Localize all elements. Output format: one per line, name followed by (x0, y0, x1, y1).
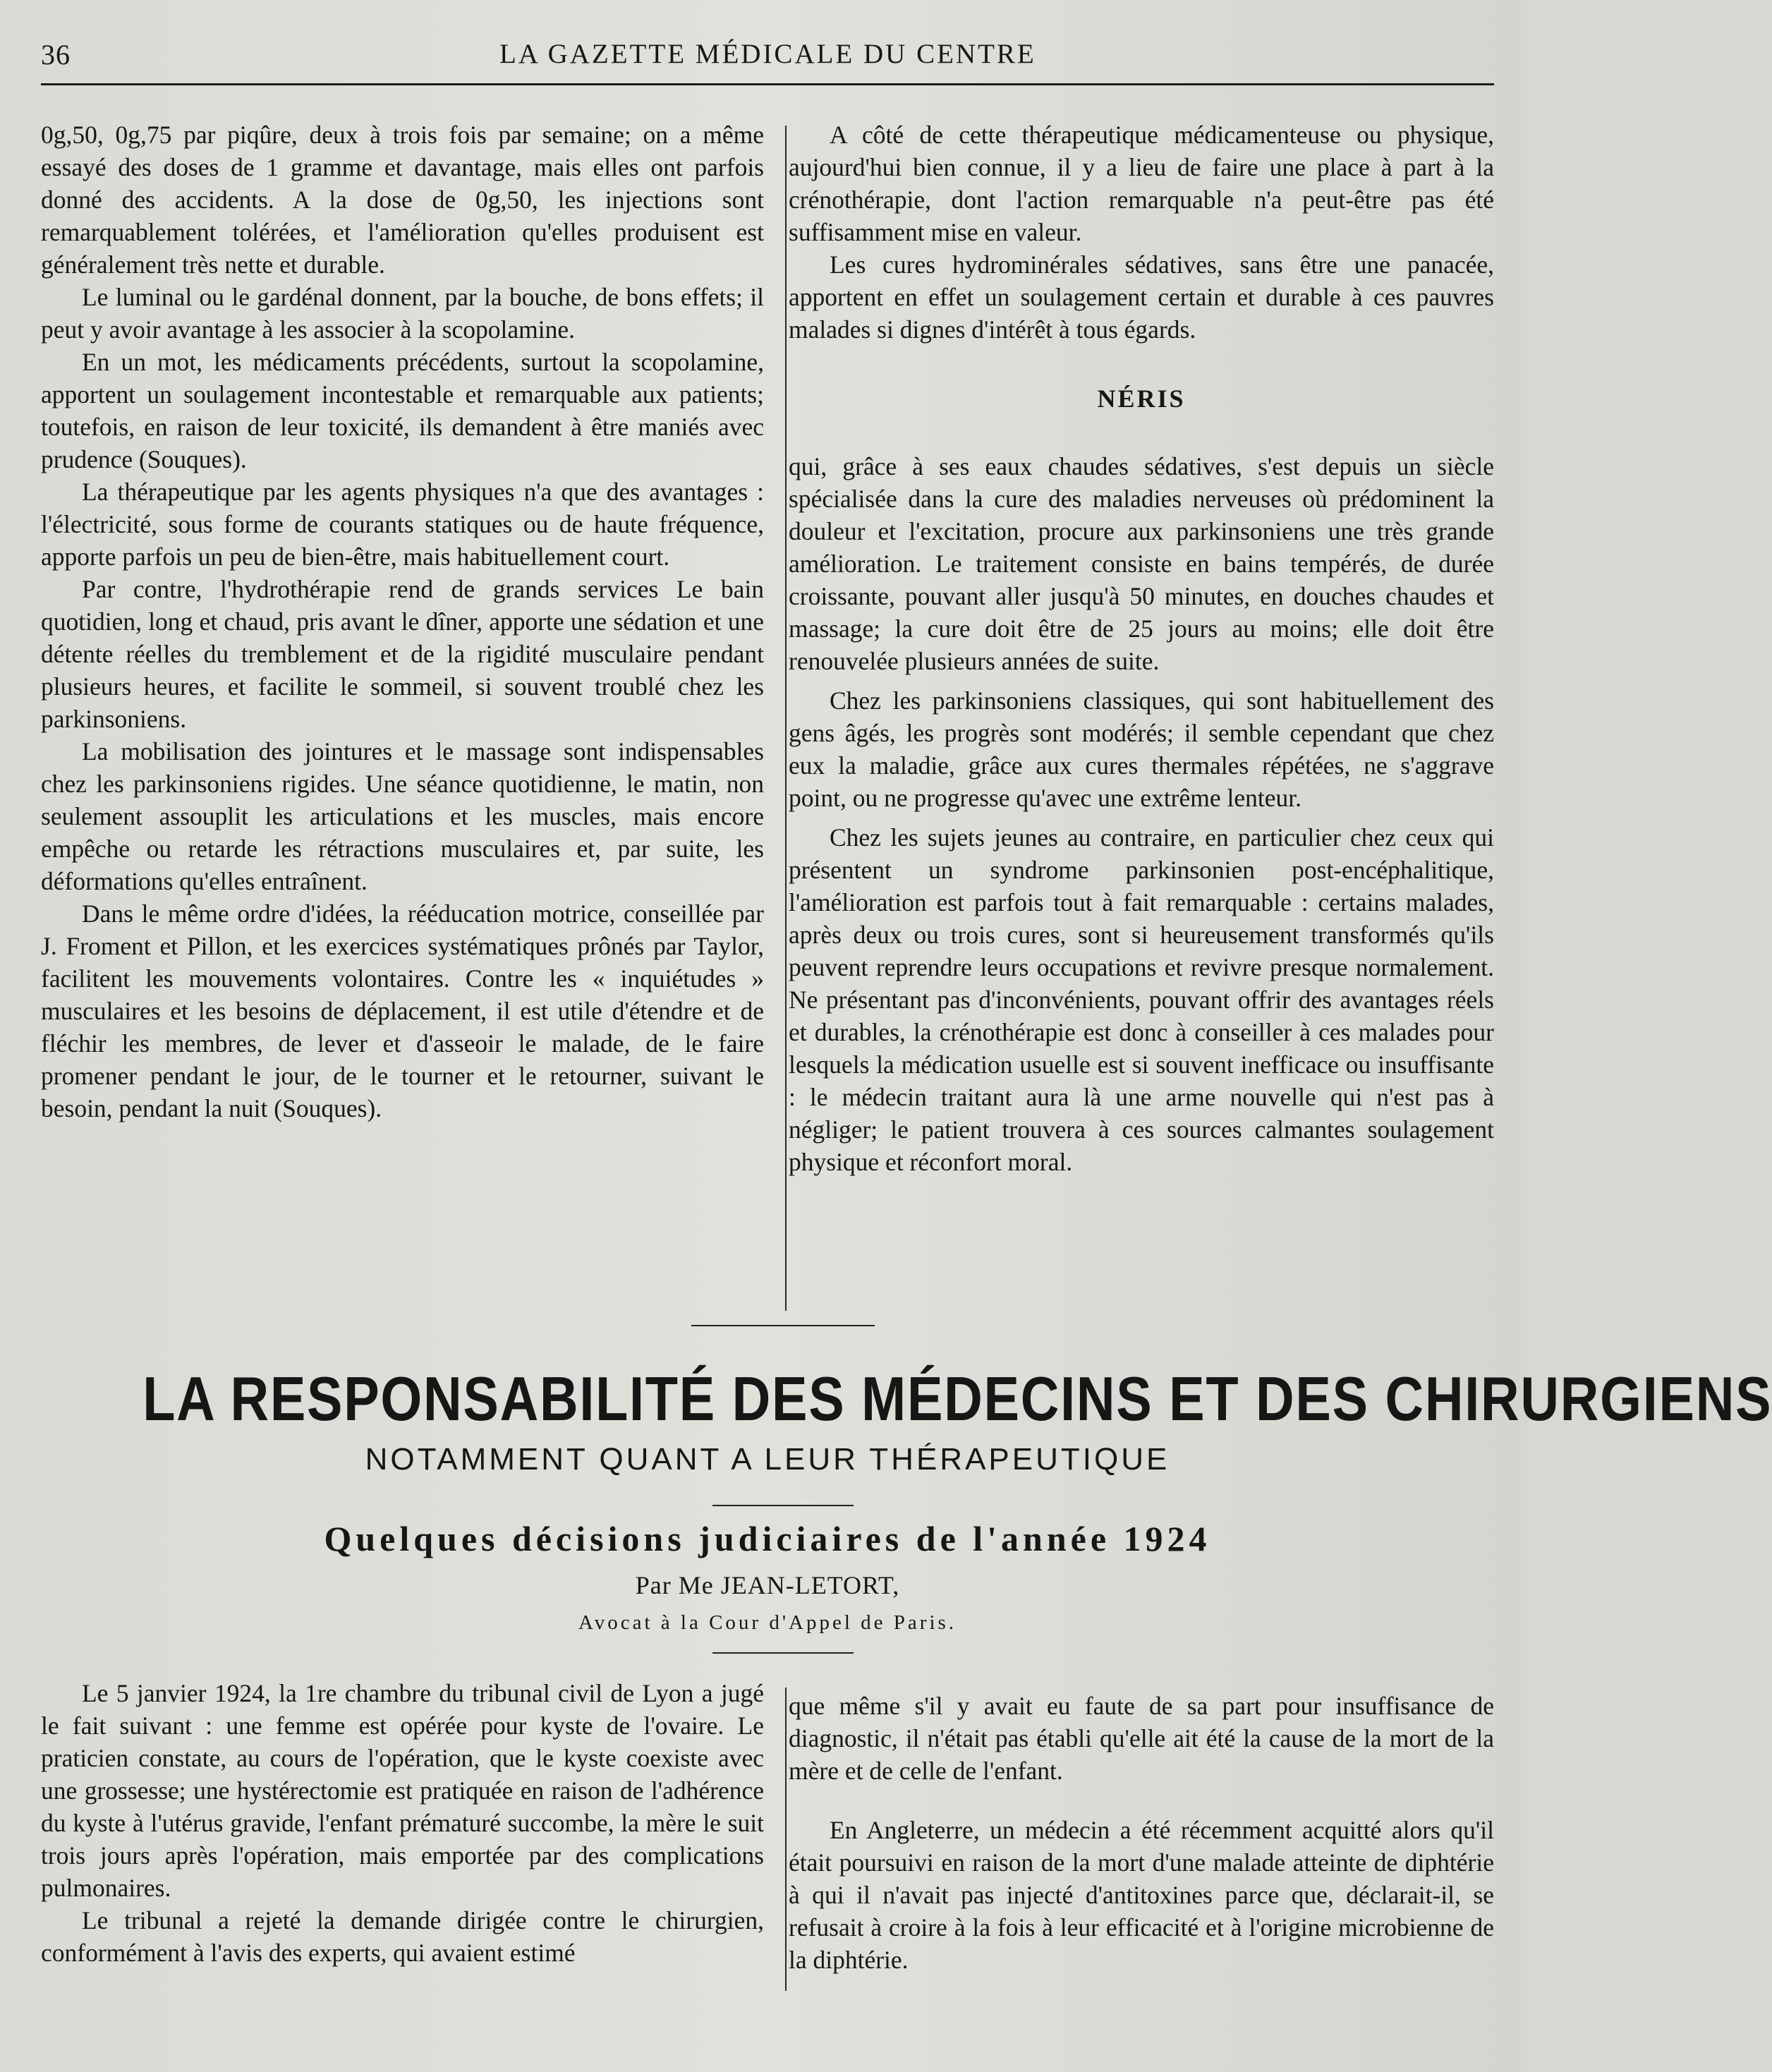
paragraph: Les cures hydrominérales sédatives, sans être une panacée, apportent en effet un soulagement certain et durable à ces pauvres malades si dignes d'intérêt à tous égards. (789, 250, 1494, 344)
header-rule (41, 83, 1494, 85)
right-column-bottom (789, 1690, 1494, 1976)
column-divider (785, 126, 787, 1311)
paragraph: Le tribunal a rejeté la demande dirigée contre le chirurgien, conformément à l'avis des experts, qui avaient estimé (41, 1906, 764, 1967)
author-affiliation: Avocat à la Cour d'Appel de Paris. (578, 1611, 957, 1634)
paragraph: Par contre, l'hydrothérapie rend de grands services Le bain quotidien, long et chaud, pris avant le dîner, apporte une sédation et une détente réelles du tremblement et de la rigidité musculaire pendant plusieurs heures, et facilite le sommeil, si souvent troublé chez les parkinsoniens. (41, 575, 764, 733)
article-byline: Par Me JEAN-LETORT, (635, 1571, 900, 1599)
journal-title: LA GAZETTE MÉDICALE DU CENTRE (499, 39, 1036, 69)
article-subtitle: NOTAMMENT QUANT A LEUR THÉRAPEUTIQUE (365, 1442, 1170, 1477)
paragraph: 0g,50, 0g,75 par piqûre, deux à trois fois par semaine; on a même essayé des doses de 1 gramme et davantage, mais elles ont parfois donné des accidents. A la dose de 0g,50, les injections sont remarquablement tolérées, et l'amélioration qu'elles produisent est généralement très nette et durable. (41, 121, 764, 279)
paragraph: A côté de cette thérapeutique médicamenteuse ou physique, aujourd'hui bien connue, il y a lieu de faire une place à part à la crénothérapie, dont l'action remarquable n'a peut-être pas été suffisamment mise en valeur. (789, 121, 1494, 246)
article-title: LA RESPONSABILITÉ DES MÉDECINS ET DES CHIRURGIENS (142, 1364, 1772, 1434)
paragraph: Le luminal ou le gardénal donnent, par la bouche, de bons effets; il peut y avoir avantage à les associer à la scopolamine. (41, 283, 764, 344)
right-column-top (789, 119, 1494, 1178)
paragraph: Chez les sujets jeunes au contraire, en particulier chez ceux qui présentent un syndrome parkinsonien post-encéphalitique, l'amélioration est parfois tout à fait remarquable : certains malades, après deux ou trois cures, sont si heureusement transformés qu'ils peuvent reprendre leurs occupations et revivre presque normalement. Ne présentant pas d'inconvénients, pouvant offrir des avantages réels et durables, la crénothérapie est donc à conseiller à ces malades pour lesquels la médication usuelle est si souvent inefficace ou insuffisante : le médecin traitant aura là une arme nouvelle qui n'est pas à négliger; le patient trouvera à ces sources calmantes soulagement physique et réconfort moral. (789, 823, 1494, 1176)
separator-rule (691, 1325, 875, 1326)
page-number: 36 (41, 39, 71, 71)
left-column-top (41, 119, 764, 1125)
paragraph: Chez les parkinsoniens classiques, qui sont habituellement des gens âgés, les progrès sont modérés; il semble cependant que chez eux la maladie, grâce aux cures thermales répétées, ne s'aggrave point, ou ne progresse qu'avec une extrême lenteur. (789, 686, 1494, 812)
article-section-heading: Quelques décisions judiciaires de l'année 1924 (324, 1519, 1211, 1558)
left-column-bottom (41, 1677, 764, 1969)
paragraph: En un mot, les médicaments précédents, surtout la scopolamine, apportent un soulagement incontestable et remarquable aux patients; toutefois, en raison de leur toxicité, ils demandent à être maniés avec prudence (Souques). (41, 348, 764, 473)
paragraph: La thérapeutique par les agents physiques n'a que des avantages : l'électricité, sous forme de courants statiques ou de haute fréquence, apporte parfois un peu de bien-être, mais habituellement court. (41, 478, 764, 571)
paragraph: En Angleterre, un médecin a été récemment acquitté alors qu'il était poursuivi en raison de la mort d'une malade atteinte de diphtérie à qui il n'avait pas injecté d'antitoxines parce que, déclarait-il, se refusait à croire à la fois à leur efficacité et à l'origine microbienne de la diphtérie. (789, 1816, 1494, 1974)
paragraph: La mobilisation des jointures et le massage sont indispensables chez les parkinsoniens rigides. Une séance quotidienne, le matin, non seulement assouplit les articulations et les muscles, mais encore empêche ou retarde les rétractions musculaires et, par suite, les déformations qu'elles entraînent. (41, 737, 764, 895)
page-header (41, 34, 1487, 76)
paragraph: qui, grâce à ses eaux chaudes sédatives, s'est depuis un siècle spécialisée dans la cure des maladies nerveuses où prédominent la douleur et l'excitation, procure aux parkinsoniens une très grande amélioration. Le traitement consiste en bains tempérés, de durée croissante, pouvant aller jusqu'à 50 minutes, en douches chaudes et massage; la cure doit être de 25 jours au moins; elle doit être renouvelée plusieurs années de suite. (789, 452, 1494, 675)
paragraph: Dans le même ordre d'idées, la rééducation motrice, conseillée par J. Froment et Pillon, et les exercices systématiques prônés par Taylor, facilitent les mouvements volontaires. Contre les « inquiétudes » musculaires et les besoins de déplacement, il est utile d'étendre et de fléchir les membres, de lever et d'asseoir le malade, de le faire promener pendant le jour, de le tourner et le retourner, suivant le besoin, pendant la nuit (Souques). (41, 899, 764, 1122)
separator-rule (712, 1652, 854, 1654)
paragraph: que même s'il y avait eu faute de sa part pour insuffisance de diagnostic, il n'était pas établi qu'elle ait été la cause de la mort de la mère et de celle de l'enfant. (789, 1692, 1494, 1785)
paragraph: Le 5 janvier 1924, la 1re chambre du tribunal civil de Lyon a jugé le fait suivant : une femme est opérée pour kyste de l'ovaire. Le praticien constate, au cours de l'opération, que le kyste coexiste avec une grossesse; une hystérectomie est pratiquée en raison de l'adhérence du kyste à l'utérus gravide, l'enfant prématuré succombe, la mère le suit trois jours après l'opération, mais emportée par des complications pulmonaires. (41, 1679, 764, 1902)
column-divider (785, 1688, 787, 1991)
separator-rule (712, 1505, 854, 1506)
section-heading-neris: NÉRIS (1097, 384, 1186, 413)
